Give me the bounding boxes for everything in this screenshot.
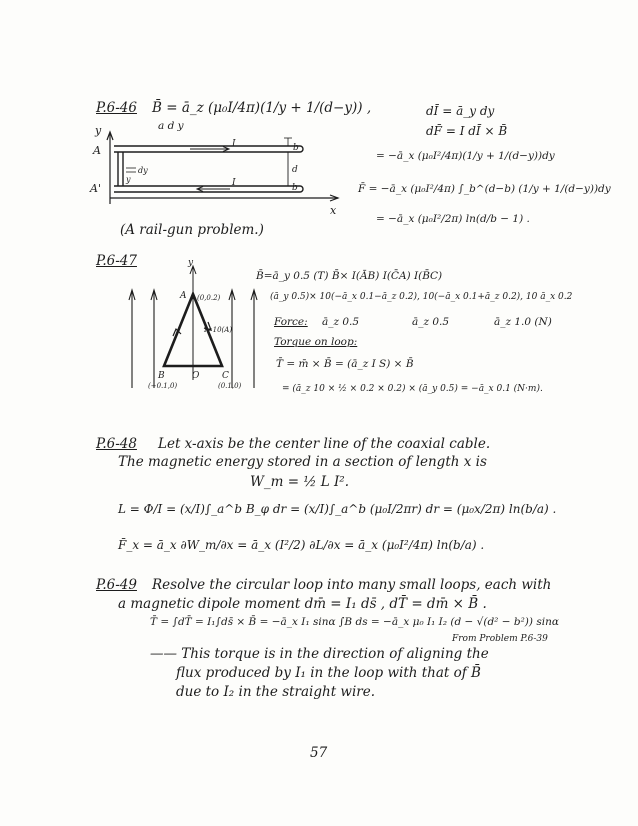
p646-dF-eq: dF̄ = I dĪ × B̄ xyxy=(426,124,508,138)
p647-force-ca: ā_z 0.5 xyxy=(412,316,450,328)
p647-force-label: Force: xyxy=(274,316,308,328)
p649-conclusion-2: flux produced by I₁ in the loop with that of B̄ xyxy=(176,665,481,681)
p647-torque-label: Torque on loop: xyxy=(274,336,358,348)
rail-x-axis-label: x xyxy=(330,204,337,217)
rail-gun-diagram xyxy=(80,124,360,220)
p648-line2: The magnetic energy stored in a section of length x is xyxy=(118,454,487,470)
p648-line1: Let x-axis be the center line of the coaxial cable. xyxy=(158,436,491,452)
triangle-loop-diagram xyxy=(118,256,268,396)
rail-current-top-label: I xyxy=(232,139,236,149)
problem-label-6-47: P.6-47 xyxy=(96,253,137,269)
problem-label-6-46: P.6-46 xyxy=(96,100,137,116)
tri-A-label: A xyxy=(180,291,187,301)
rail-y-mark-label: y xyxy=(126,175,131,184)
tri-current-label: I=10(A) xyxy=(204,326,233,334)
p648-L-eq: L = Φ/I = (x/I)∫_a^b B_φ dr = (x/I)∫_a^b (μ₀I/2πr) dr = (μ₀x/2π) ln(b/a) . xyxy=(118,502,557,516)
p649-torque-eq: T̄ = ∫dT̄ = I₁∫ds̄ × B̄ = −ā_x I₁ sinα ∫B ds = −ā_x μ₀ I₁ I₂ (d − √(d² − b²)) sinα xyxy=(150,616,559,628)
p646-B-field-eq: B̄ = ā_z (μ₀I/4π)(1/y + 1/(d−y)) , xyxy=(152,100,372,116)
rail-dy-label: dy xyxy=(138,166,148,175)
tri-C-coord: (0.1,0) xyxy=(218,382,242,390)
p649-conclusion-1: —— This torque is in the direction of aligning the xyxy=(150,646,489,662)
p647-header-row: B̄=ā_y 0.5 (T) B̄× I(ĀB) I(C̄A) I(B̄C) xyxy=(256,270,443,282)
rail-b-bottom-label: b xyxy=(292,183,298,193)
p646-dI-eq: dĪ = ā_y dy xyxy=(426,104,495,118)
p646-ady-note: a d y xyxy=(158,120,184,132)
tri-B-coord: (−0.1,0) xyxy=(148,382,178,390)
tri-y-axis-label: y xyxy=(188,258,194,268)
rail-y-axis-label: y xyxy=(95,124,102,137)
tri-C-label: C xyxy=(222,371,229,381)
rail-d-label: d xyxy=(292,165,298,175)
p649-conclusion-3: due to I₂ in the straight wire. xyxy=(176,684,376,700)
p648-F-eq: F̄_x = ā_x ∂W_m/∂x = ā_x (I²/2) ∂L/∂x = ā_x (μ₀I²/4π) ln(b/a) . xyxy=(118,538,485,552)
tri-B-label: B xyxy=(158,371,165,381)
rail-current-bottom-label: I xyxy=(232,178,236,188)
problem-label-6-48: P.6-48 xyxy=(96,436,137,452)
p646-caption: (A rail-gun problem.) xyxy=(120,222,264,238)
p646-dF2-eq: = −ā_x (μ₀I²/4π)(1/y + 1/(d−y))dy xyxy=(376,150,555,162)
p648-Wm-eq: W_m = ½ L I². xyxy=(250,474,349,490)
page-number: 57 xyxy=(310,745,328,761)
tri-A-coord: (0,0.2) xyxy=(197,294,221,302)
p647-force-bc: ā_z 1.0 (N) xyxy=(494,316,552,328)
p649-line2: a magnetic dipole moment dm̄ = I₁ ds̄ , dT̄ = dm̄ × B̄ . xyxy=(118,596,487,612)
p647-torque-eq1: T̄ = m̄ × B̄ = (ā_z I S) × B̄ xyxy=(276,358,414,370)
p649-from-problem: From Problem P.6-39 xyxy=(452,634,548,644)
p647-current-row: (ā_y 0.5)× 10(−ā_x 0.1−ā_z 0.2), 10(−ā_x 0.1+ā_z 0.2), 10 ā_x 0.2 xyxy=(270,292,573,302)
p649-line1: Resolve the circular loop into many small loops, each with xyxy=(152,577,552,593)
rail-A-prime-label: A' xyxy=(90,182,101,195)
p646-F-eq: F̄ = −ā_x (μ₀I²/4π) ∫_b^(d−b) (1/y + 1/(d−y))dy xyxy=(358,183,611,195)
p647-torque-eq2: = (ā_z 10 × ½ × 0.2 × 0.2) × (ā_y 0.5) = −ā_x 0.1 (N·m). xyxy=(282,384,543,394)
rail-b-top-label: b xyxy=(293,143,299,153)
p646-F2-eq: = −ā_x (μ₀I²/2π) ln(d/b − 1) . xyxy=(376,213,530,225)
rail-A-label: A xyxy=(93,144,101,157)
problem-label-6-49: P.6-49 xyxy=(96,577,137,593)
tri-O-label: O xyxy=(192,371,200,381)
p647-force-ab: ā_z 0.5 xyxy=(322,316,360,328)
